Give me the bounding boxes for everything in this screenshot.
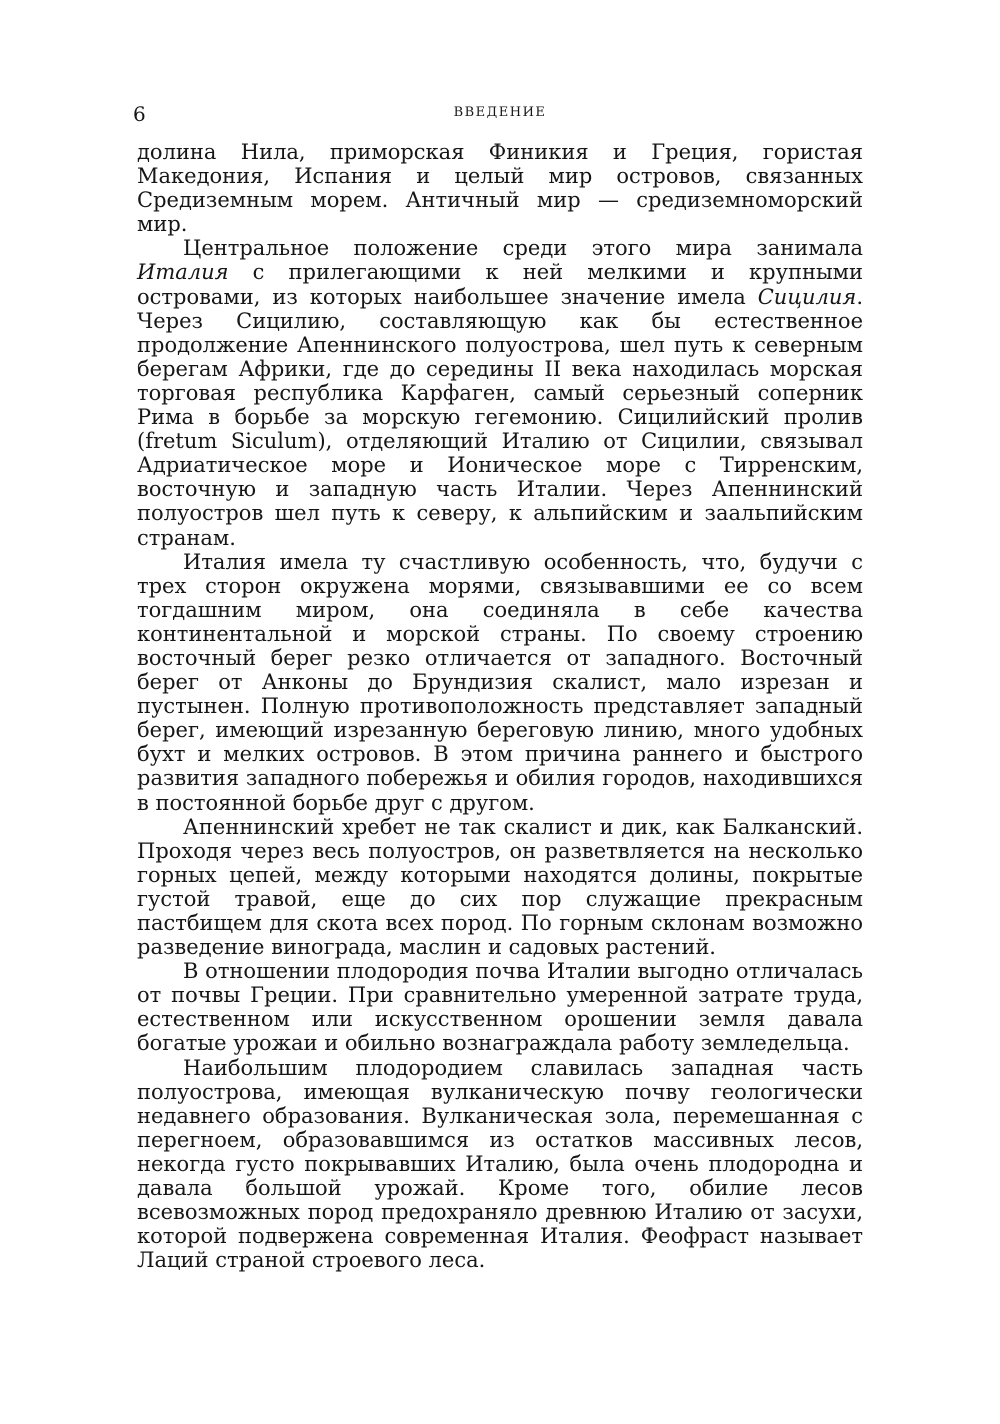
paragraph-1: долина Нила, приморская Финикия и Греция, гористая Македония, Испания и целый мир островов, связанных Средиземным морем. Античный мир — средиземноморский мир. <box>137 140 863 237</box>
paragraph-5: В отношении плодородия почва Италии выгодно отличалась от почвы Греции. При сравнительно умеренной затрате труда, естественном или искусственном орошении земля давала богатые урожаи и обильно вознаграждала работу земледельца. <box>137 959 863 1056</box>
running-head: ВВЕДЕНИЕ <box>453 105 547 120</box>
paragraph-2-part-2: с прилегающими к ней мелкими и крупными островами, из которых наибольшее значение имела <box>137 260 863 309</box>
paragraph-4: Апеннинский хребет не так скалист и дик, как Балканский. Проходя через весь полуостров, он разветвляется на несколько горных цепей, между которыми находятся долины, покрытые густой травой, еще до сих пор служащие прекрасным пастбищем для скота всех пород. По горным склонам возможно разведение винограда, маслин и садовых растений. <box>137 814 863 960</box>
term-italia: Италия <box>137 260 229 285</box>
paragraph-2-part-1: Центральное положение среди этого мира занимала <box>183 236 863 261</box>
page-number: 6 <box>133 102 146 126</box>
paragraph-2-part-3: . Через Сицилию, составляющую как бы естественное продолжение Апеннинского полуострова, шел путь к северным берегам Африки, где до середины II века находилась морская торговая республика Карфаген, самый серьезный соперник Рима в борьбе за морскую гегемонию. Сицилийский пролив (fretum Siculum), отделяющий Италию от Сицилии, связывал Адриатическое море и Ионическое море с Тирренским, восточную и западную часть Италии. Через Апеннинский полуостров шел путь к северу, к альпийским и заальпийским странам. <box>137 284 863 550</box>
body-text <box>137 140 863 1272</box>
paragraph-2 <box>137 236 863 549</box>
paragraph-6: Наибольшим плодородием славилась западная часть полуострова, имеющая вулканическую почву геологически недавнего образования. Вулканическая зола, перемешанная с перегноем, образовавшимся из остатков массивных лесов, некогда густо покрывавших Италию, была очень плодородна и давала большой урожай. Кроме того, обилие лесов всевозможных пород предохраняло древнюю Италию от засухи, которой подвержена современная Италия. Феофраст называет Лаций страной строевого леса. <box>137 1055 863 1273</box>
term-sicilia: Сицилия <box>757 284 857 309</box>
paragraph-3: Италия имела ту счастливую особенность, что, будучи с трех сторон окружена морями, связывавшими ее со всем тогдашним миром, она соединяла в себе качества континентальной и морской страны. По своему строению восточный берег резко отличается от западного. Восточный берег от Анконы до Брундизия скалист, мало изрезан и пустынен. Полную противоположность представляет западный берег, имеющий изрезанную береговую линию, много удобных бухт и мелких островов. В этом причина раннего и быстрого развития западного побережья и обилия городов, находившихся в постоянной борьбе друг с другом. <box>137 549 863 815</box>
